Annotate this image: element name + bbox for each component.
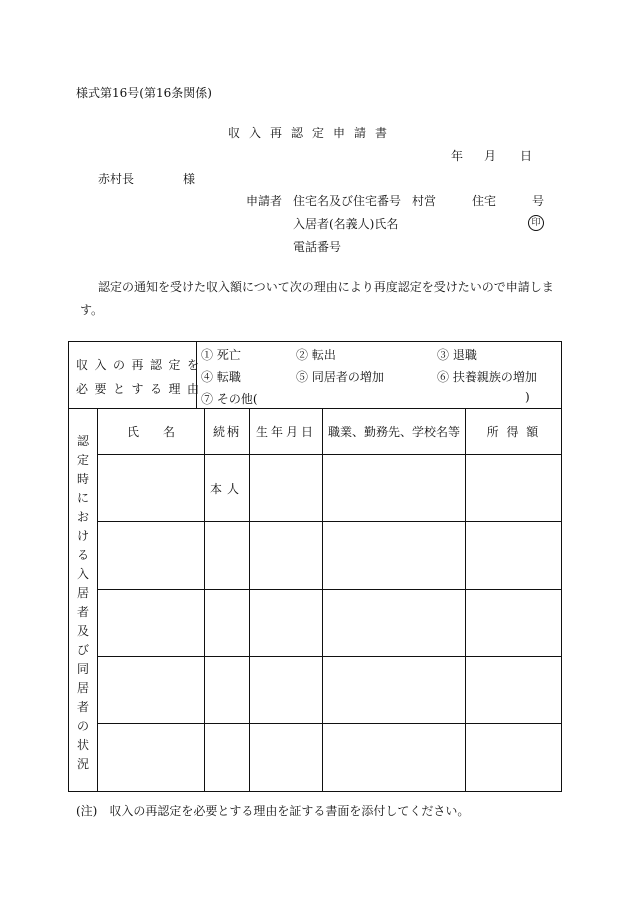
- housing-place: 村営: [412, 194, 437, 208]
- applicant-label: 申請者: [246, 194, 283, 208]
- resident-name-label: 入居者(名義人)氏名: [293, 217, 399, 231]
- reason-death: ① 死亡: [201, 348, 241, 362]
- page-title: 収入再認定申請書: [228, 126, 397, 140]
- housing-unit: 住宅: [472, 194, 497, 208]
- reason-dependent-increase: ⑥ 扶養親族の増加: [437, 370, 537, 384]
- seal-icon: 印: [528, 215, 544, 231]
- col-header-occupation: 職業、勤務先、学校名等: [327, 425, 460, 439]
- date-year: 年: [451, 149, 464, 163]
- reason-other: ⑦ その他(: [201, 392, 258, 406]
- reason-label-line1: 収入の再認定を: [76, 358, 206, 372]
- reason-move-out: ② 転出: [296, 348, 336, 362]
- housing-number: 号: [532, 194, 545, 208]
- col-header-birthdate: 生年月日: [255, 425, 316, 439]
- reason-retire: ③ 退職: [437, 348, 477, 362]
- body-text-line1: 認定の通知を受けた収入額について次の理由により再度認定を受けたいので申請しま: [98, 280, 554, 294]
- housing-label: 住宅名及び住宅番号: [293, 194, 402, 208]
- addressee-honorific: 様: [183, 172, 196, 186]
- footnote: (注) 収入の再認定を必要とする理由を証する書面を添付してください。: [76, 804, 470, 818]
- seal-mark: [528, 214, 544, 231]
- date-month: 月: [484, 149, 497, 163]
- reason-cohabitant-increase: ⑤ 同居者の増加: [296, 370, 384, 384]
- first-row-relation: 本人: [209, 481, 244, 496]
- col-header-name: 氏 名: [126, 425, 175, 439]
- date-day: 日: [520, 149, 533, 163]
- col-header-income: 所 得 額: [486, 425, 541, 439]
- reason-label-line2: 必要とする理由: [76, 382, 206, 396]
- col-header-relation: 続柄: [212, 425, 241, 439]
- addressee-name: 赤村長: [98, 172, 135, 186]
- reason-other-close: ): [525, 390, 530, 404]
- body-text-line2: す。: [80, 303, 104, 317]
- side-status-label: 認定時における入居者及び同居者の状況: [76, 434, 89, 771]
- reason-job-change: ④ 転職: [201, 370, 241, 384]
- form-number: 様式第16号(第16条関係): [76, 86, 212, 100]
- phone-label: 電話番号: [293, 240, 342, 254]
